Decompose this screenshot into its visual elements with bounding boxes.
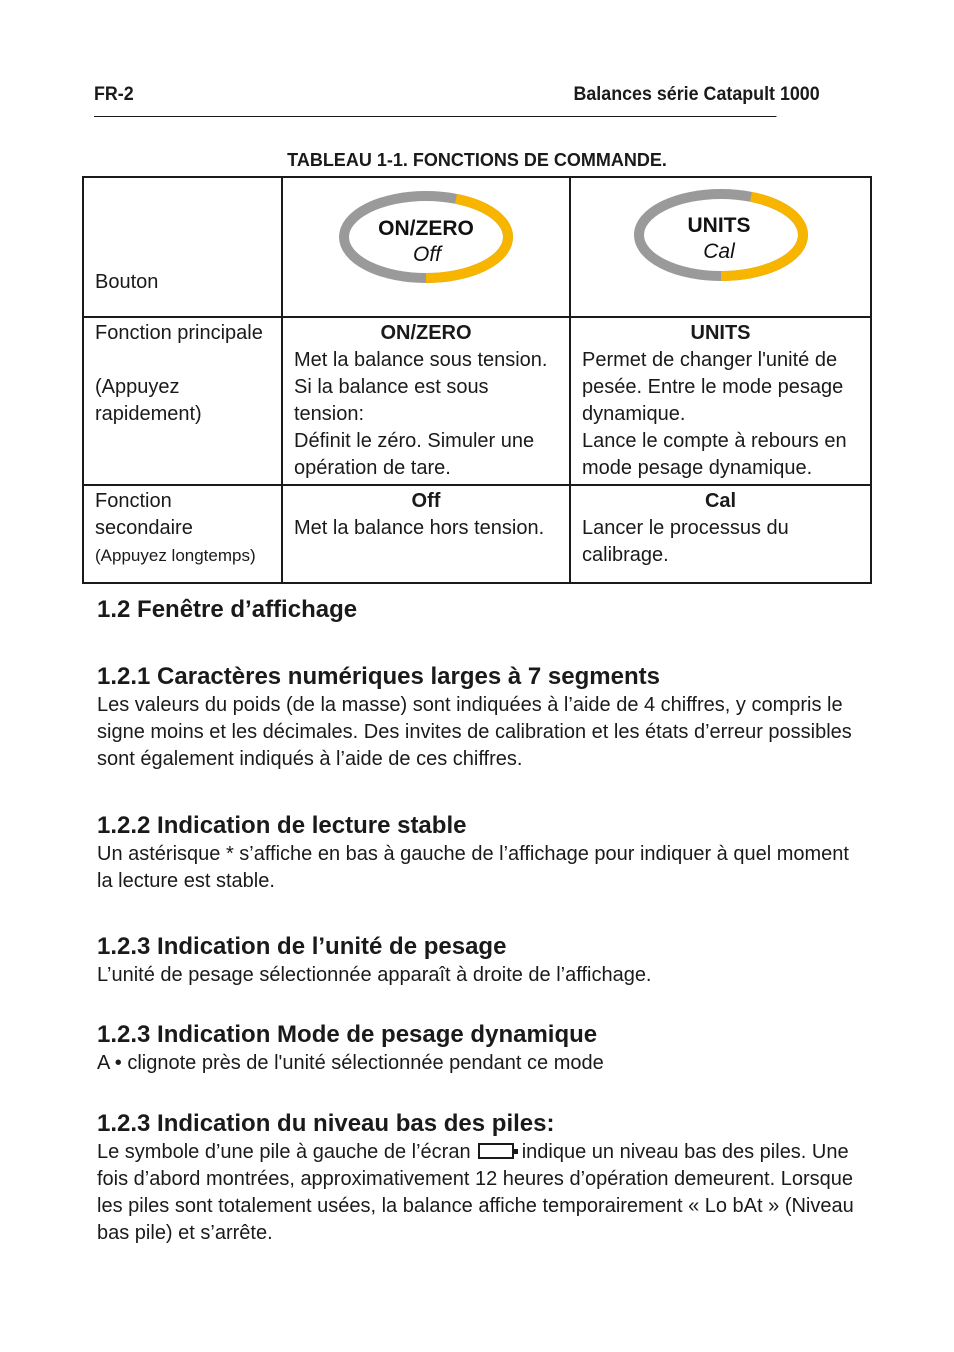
section-body: Un astérisque * s’affiche en bas à gauche de l’affichage pour indiquer à quel moment la lecture est stable.: [97, 843, 849, 892]
table-row: [83, 485, 871, 583]
onzero-button-icon: [336, 190, 516, 284]
onzero-button-bottom-label: Off: [412, 243, 442, 266]
units-button-top-label: UNITS: [687, 214, 750, 237]
page-header: [94, 84, 820, 117]
section-dynamic-mode: [97, 1020, 857, 1077]
units-secondary-function: [570, 485, 871, 583]
section-display-window: [97, 595, 857, 625]
onzero-main-text: Met la balance sous tension. Si la balance est sous tension:: [294, 349, 548, 425]
section-7-segment: [97, 662, 857, 773]
onzero-main-text2: Définit le zéro. Simuler une opération de tare.: [294, 430, 535, 479]
battery-icon: [478, 1143, 514, 1159]
section-weighing-unit: [97, 932, 857, 989]
onzero-main-function: [282, 317, 570, 485]
table-row: [83, 317, 871, 485]
section-body: L’unité de pesage sélectionnée apparaît à droite de l’affichage.: [97, 964, 652, 986]
onzero-secondary-function: [282, 485, 570, 583]
document-title: Balances série Catapult 1000: [573, 84, 820, 105]
table-title: TABLEAU 1-1. FONCTIONS DE COMMANDE.: [287, 150, 667, 170]
row-label-button: Bouton: [83, 177, 282, 317]
units-sec-title: Cal: [704, 490, 737, 512]
units-main-function: [570, 317, 871, 485]
row-label-secondary: Fonction secondaire (Appuyez longtemps): [83, 485, 282, 583]
units-main-title: UNITS: [690, 322, 751, 344]
onzero-main-title: ON/ZERO: [380, 322, 472, 344]
section-heading: 1.2.1 Caractères numériques larges à 7 segments: [97, 663, 660, 690]
section-stable-reading: [97, 811, 857, 895]
onzero-button-top-label: ON/ZERO: [378, 217, 474, 240]
units-button-bottom-label: Cal: [702, 240, 735, 263]
section-body: A • clignote près de l'unité sélectionnée pendant ce mode: [97, 1052, 604, 1074]
onzero-sec-text: Met la balance hors tension.: [294, 517, 545, 539]
command-table: [82, 176, 872, 584]
section-heading: 1.2.3 Indication du niveau bas des piles:: [97, 1110, 555, 1137]
units-button-icon: [631, 188, 811, 282]
row-label-main: Fonction principale (Appuyez rapidement): [83, 317, 282, 485]
units-sec-text: Lancer le processus du calibrage.: [582, 517, 789, 566]
page-number: FR-2: [94, 84, 134, 105]
section-heading: 1.2.2 Indication de lecture stable: [97, 812, 467, 839]
units-button-cell: [570, 177, 871, 317]
section-heading: 1.2 Fenêtre d’affichage: [97, 596, 358, 623]
onzero-button-cell: [282, 177, 570, 317]
section-heading: 1.2.3 Indication Mode de pesage dynamique: [97, 1021, 598, 1048]
units-main-text2: Lance le compte à rebours en mode pesage dynamique.: [582, 430, 847, 479]
section-body: Les valeurs du poids (de la masse) sont indiquées à l’aide de 4 chiffres, y compris le signe moins et les décimales. Des invites de calibration et les états d’erreur possibles sont également indiqués à l’aide de ces chiffres.: [97, 694, 852, 770]
section-low-battery: [97, 1109, 857, 1247]
section-heading: 1.2.3 Indication de l’unité de pesage: [97, 933, 507, 960]
section-body: Le symbole d’une pile à gauche de l’écran indique un niveau bas des piles. Une fois d’abord montrées, approximativement 12 heures d’opération demeurent. Lorsque les piles sont totalement usées, la balance affiche temporairement « Lo bAt » (Niveau bas pile) et s’arrête.: [97, 1141, 854, 1244]
onzero-sec-title: Off: [411, 490, 441, 512]
units-main-text: Permet de changer l'unité de pesée. Entre le mode pesage dynamique.: [582, 349, 844, 425]
table-row: [83, 177, 871, 317]
